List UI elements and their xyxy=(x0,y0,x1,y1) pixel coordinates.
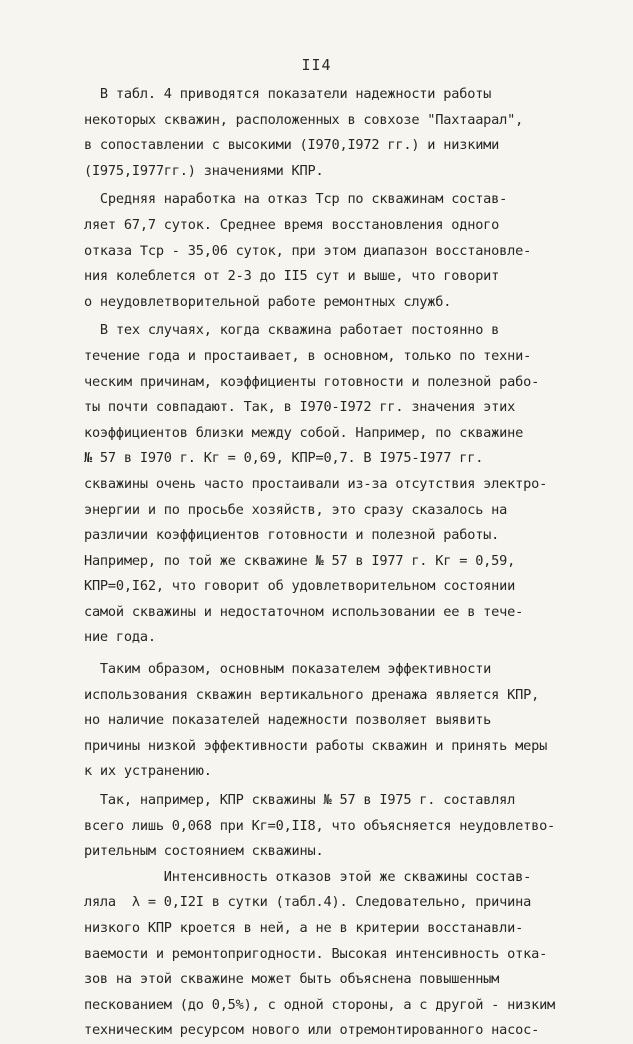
document-body xyxy=(68,82,576,1044)
text-line: но наличие показателей надежности позволяет выявить xyxy=(68,712,492,729)
text-line: причины низкой эффективности работы скважин и принять меры xyxy=(68,737,548,754)
paragraph-4 xyxy=(68,657,576,785)
text-line: использования скважин вертикального дренажа является КПР, xyxy=(68,686,540,703)
text-line: энергии и по просьбе хозяйств, это сразу сказалось на xyxy=(68,501,508,518)
text-line: Так, например, КПР скважины № 57 в I975 г. составлял xyxy=(68,792,516,809)
paragraph-2 xyxy=(68,187,576,315)
text-line: ты почти совпадают. Так, в I970-I972 гг. значения этих xyxy=(68,399,516,416)
text-line: всего лишь 0,068 при Кг=0,II8, что объясняется неудовлетво- xyxy=(68,817,556,834)
text-line: в сопоставлении с высокими (I970,I972 гг.) и низкими xyxy=(68,137,500,154)
text-line: различии коэффициентов готовности и полезной работы. xyxy=(68,527,500,544)
page-number: II4 xyxy=(301,56,332,74)
text-line: Таким образом, основным показателем эффективности xyxy=(68,661,492,678)
text-line: ческим причинам, коэффициенты готовности и полезной рабо- xyxy=(68,373,540,390)
text-line: (I975,I977гг.) значениями КПР. xyxy=(68,162,324,179)
text-line: Интенсивность отказов этой же скважины состав- xyxy=(68,868,532,885)
text-line: В тех случаях, когда скважина работает постоянно в xyxy=(68,322,500,339)
text-line: течение года и простаивает, в основном, только по техни- xyxy=(68,347,532,364)
text-line: самой скважины и недостаточном использовании ее в тече- xyxy=(68,603,524,620)
text-line: Средняя наработка на отказ Тср по скважинам состав- xyxy=(68,191,508,208)
text-line: коэффициентов близки между собой. Например, по скважине xyxy=(68,424,524,441)
text-line: ваемости и ремонтопригодности. Высокая интенсивность отка- xyxy=(68,945,548,962)
text-line: пескованием (до 0,5%), с одной стороны, а с другой - низким xyxy=(68,996,556,1013)
text-line: некоторых скважин, расположенных в совхозе "Пахтаарал", xyxy=(68,111,524,128)
paragraph-6 xyxy=(68,865,576,1044)
paragraph-5 xyxy=(68,788,576,865)
text-line: отказа Τср - 35,06 суток, при этом диапазон восстановле- xyxy=(68,242,532,259)
paragraph-3 xyxy=(68,318,576,651)
text-line: о неудовлетворительной работе ремонтных служб. xyxy=(68,293,452,310)
text-line: В табл. 4 приводятся показатели надежности работы xyxy=(68,86,492,102)
text-line: к их устранению. xyxy=(68,763,212,780)
text-line: скважины очень часто простаивали из-за отсутствия электро- xyxy=(68,475,548,492)
paragraph-1 xyxy=(68,82,576,184)
text-line: ние года. xyxy=(68,629,156,646)
text-line: рительным состоянием скважины. xyxy=(68,843,324,860)
text-line: зов на этой скважине может быть объяснена повышенным xyxy=(68,971,500,988)
text-line: техническим ресурсом нового или отремонтированного насос- xyxy=(68,1022,540,1039)
text-line: № 57 в I970 г. Кг = 0,69, КПР=0,7. В I975-I977 гг. xyxy=(68,450,484,467)
text-line: ляла λ = 0,I2I в сутки (табл.4). Следовательно, причина xyxy=(68,894,532,911)
text-line: Например, по той же скважине № 57 в I977 г. Кг = 0,59, xyxy=(68,552,516,569)
text-line: ния колеблется от 2-3 до II5 сут и выше, что говорит xyxy=(68,268,500,285)
text-line: КПР=0,I62, что говорит об удовлетворительном состоянии xyxy=(68,578,516,595)
text-line: низкого КПР кроется в ней, а не в критерии восстанавли- xyxy=(68,920,524,936)
text-line: ляет 67,7 суток. Среднее время восстановления одного xyxy=(68,216,500,233)
